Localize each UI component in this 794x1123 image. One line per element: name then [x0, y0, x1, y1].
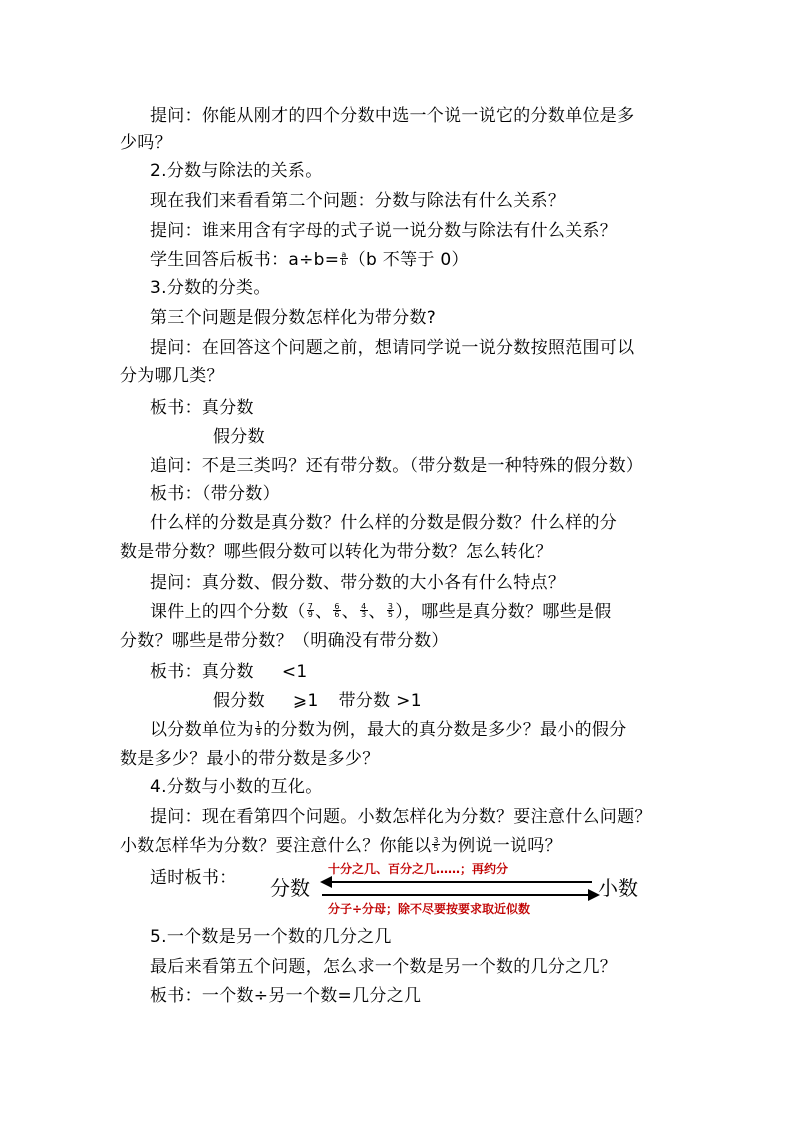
bottom-arrow-label: 分子÷分母；除不尽要按要求取近似数 [328, 902, 531, 916]
text-line: 数是多少？最小的带分数是多少？ [120, 749, 380, 769]
text-segment: 课件上的四个分数（ [150, 602, 306, 622]
text-segment: 带分数 >1 [338, 691, 422, 711]
text-line: 提问：在回答这个问题之前，想请同学说一说分数按照范围可以 [150, 338, 635, 358]
separator: 、 [341, 602, 360, 622]
section-heading-5: 5.一个数是另一个数的几分之几 [150, 927, 392, 947]
text-segment: 板书：真分数 [150, 662, 254, 682]
right-word-decimal: 小数 [598, 876, 638, 900]
separator: 、 [315, 602, 333, 622]
fraction: $\frac{7}{9}$ [307, 601, 314, 619]
fraction: $\frac{4}{3}$ [361, 601, 367, 619]
fraction-unit: $\frac{1}{9}$ [255, 719, 262, 737]
text-line: 追问：不是三类吗？还有带分数。（带分数是一种特殊的假分数） [150, 456, 644, 476]
board-line [150, 660, 307, 684]
left-word-fraction: 分数 [270, 876, 310, 900]
text-segment: 学生回答后板书：a÷b= [150, 250, 340, 270]
text-line: 最后来看第五个问题，怎么求一个数是另一个数的几分之几？ [150, 957, 618, 977]
section-heading-4: 4.分数与小数的互化。 [150, 777, 323, 797]
text-line: 少吗？ [120, 133, 172, 153]
text-segment: （b 不等于 0） [348, 250, 469, 270]
top-arrow-line [330, 881, 592, 883]
fraction-decimal-conversion-diagram [270, 858, 650, 920]
text-line: 分为哪几类？ [120, 366, 224, 386]
board-line [213, 689, 422, 713]
text-segment: ），哪些是真分数？哪些是假 [395, 602, 612, 622]
fraction-example: $\frac{3}{5}$ [433, 835, 439, 853]
text-segment: 假分数 [213, 691, 265, 711]
fraction: $\frac{3}{5}$ [387, 601, 394, 619]
board-line: 板书：（带分数） [150, 484, 280, 504]
text-segment: ⩾1 [292, 691, 319, 711]
text-line: 分数？哪些是带分数？（明确没有带分数） [120, 631, 449, 651]
separator: 、 [368, 602, 386, 622]
board-line: 板书：真分数 [150, 398, 254, 418]
text-segment: <1 [281, 662, 308, 682]
bottom-arrow-line [322, 894, 592, 896]
text-segment: 以分数单位为 [150, 720, 254, 740]
board-line-division [150, 248, 469, 272]
section-heading-3: 3.分数的分类。 [150, 278, 271, 298]
text-line [120, 834, 562, 858]
text-line [150, 718, 627, 742]
top-arrow-label: 十分之几、百分之几……；再约分 [328, 862, 509, 876]
text-segment: 的分数为例，最大的真分数是多少？最小的假分 [263, 720, 627, 740]
board-line: 适时板书： [150, 868, 237, 888]
text-line: 第三个问题是假分数怎样化为带分数? [150, 308, 437, 328]
text-line: 提问：谁来用含有字母的式子说一说分数与除法有什么关系？ [150, 221, 618, 241]
text-line: 提问：现在看第四个问题。小数怎样化为分数？要注意什么问题？ [150, 807, 652, 827]
fraction-a-over-b: $\frac{a}{b}$ [341, 249, 347, 267]
text-line: 现在我们来看看第二个问题：分数与除法有什么关系？ [150, 191, 566, 211]
fraction: $\frac{6}{6}$ [334, 601, 340, 619]
text-line: 提问：真分数、假分数、带分数的大小各有什么特点？ [150, 573, 566, 593]
section-heading-2: 2.分数与除法的关系。 [150, 161, 323, 181]
text-segment: 为例说一说吗？ [440, 836, 562, 856]
text-line: 什么样的分数是真分数？什么样的分数是假分数？什么样的分 [150, 513, 618, 533]
board-line: 假分数 [213, 427, 265, 447]
board-line: 板书：一个数÷另一个数=几分之几 [150, 986, 422, 1006]
text-segment: 小数怎样华为分数？要注意什么？你能以 [120, 836, 432, 856]
text-line-fractions [150, 600, 612, 624]
text-line: 提问：你能从刚才的四个分数中选一个说一说它的分数单位是多 [150, 106, 635, 126]
text-line: 数是带分数？哪些假分数可以转化为带分数？怎么转化？ [120, 542, 553, 562]
